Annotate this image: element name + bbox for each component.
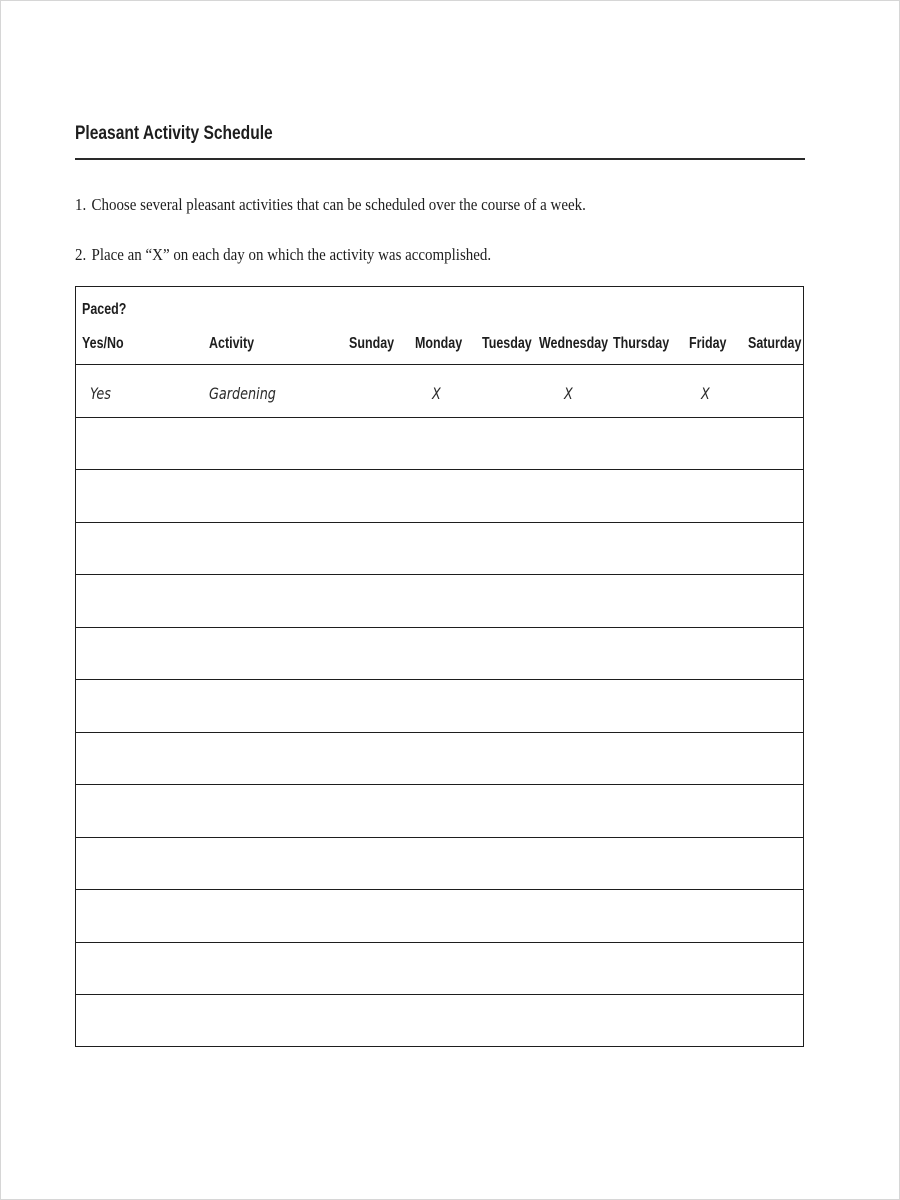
title-divider [75, 158, 805, 160]
table-row-empty[interactable] [76, 784, 803, 837]
instruction-2 [75, 245, 491, 265]
row-mark-friday: X [701, 384, 710, 403]
table-row-empty[interactable] [76, 732, 803, 785]
instruction-1-text: Choose several pleasant activities that can be scheduled over the course of a week. [91, 195, 586, 214]
instruction-1 [75, 195, 586, 215]
header-paced-line2: Yes/No [82, 335, 124, 352]
row-mark-monday: X [432, 384, 441, 403]
instruction-1-number: 1. [75, 195, 87, 214]
row-paced-value: Yes [90, 384, 111, 403]
page-title: Pleasant Activity Schedule [75, 123, 273, 144]
table-row-empty[interactable] [76, 417, 803, 470]
header-thursday: Thursday [613, 335, 670, 352]
row-mark-wednesday: X [564, 384, 573, 403]
header-paced-line1: Paced? [82, 301, 127, 318]
header-sunday: Sunday [349, 335, 395, 352]
table-row-empty[interactable] [76, 942, 803, 995]
table-row-empty[interactable] [76, 837, 803, 890]
table-row [76, 364, 803, 417]
row-activity-value: Gardening [209, 384, 276, 403]
table-row-empty[interactable] [76, 522, 803, 575]
table-row-empty[interactable] [76, 574, 803, 627]
header-friday: Friday [689, 335, 727, 352]
table-row-empty[interactable] [76, 994, 803, 1047]
table-header-row [76, 287, 803, 365]
header-activity: Activity [209, 335, 255, 352]
activity-schedule-table [75, 286, 804, 1047]
table-row-empty[interactable] [76, 627, 803, 680]
header-monday: Monday [415, 335, 463, 352]
header-wednesday: Wednesday [539, 335, 609, 352]
table-row-empty[interactable] [76, 889, 803, 942]
table-row-empty[interactable] [76, 679, 803, 732]
table-row-empty[interactable] [76, 469, 803, 522]
instruction-2-text: Place an “X” on each day on which the activity was accomplished. [91, 245, 492, 264]
header-tuesday: Tuesday [482, 335, 532, 352]
header-saturday: Saturday [748, 335, 802, 352]
instruction-2-number: 2. [75, 245, 87, 264]
